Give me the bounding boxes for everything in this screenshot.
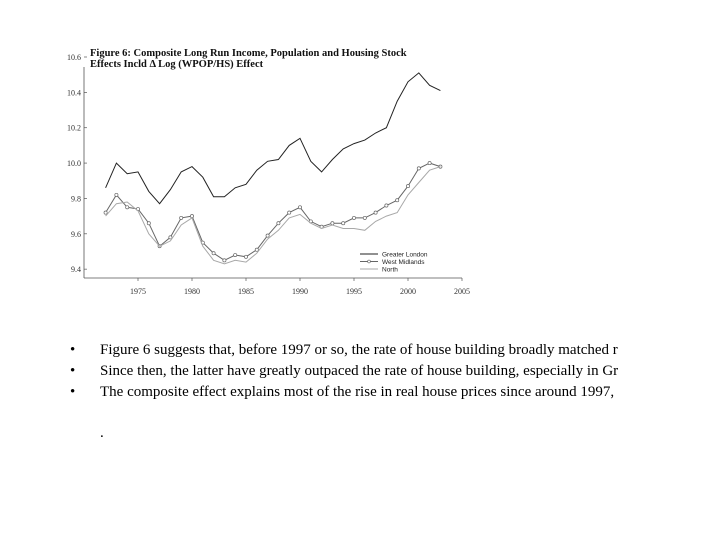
data-point: [331, 222, 334, 225]
series-line: [106, 73, 441, 204]
bullet-item: [70, 361, 720, 382]
data-point: [363, 216, 366, 219]
y-tick-label: 10.4: [67, 88, 81, 98]
x-tick-label: 1985: [238, 287, 254, 296]
series-line: [106, 167, 441, 264]
y-tick-label: 9.6: [71, 229, 81, 239]
data-point: [190, 215, 193, 218]
data-point: [147, 222, 150, 225]
figure-6-chart: [60, 40, 470, 305]
data-point: [223, 259, 226, 262]
data-point: [298, 206, 301, 209]
bullet-marker: •: [70, 342, 76, 358]
legend-label: Greater London: [382, 251, 428, 259]
bullet-list: [70, 340, 720, 403]
data-point: [417, 167, 420, 170]
data-point: [428, 161, 431, 164]
legend-label: West Midlands: [382, 258, 425, 266]
bullet-item: [70, 382, 720, 403]
x-tick-label: 1990: [292, 287, 308, 296]
data-point: [288, 211, 291, 214]
legend-marker: [368, 260, 371, 263]
data-point: [212, 252, 215, 255]
bullet-marker: •: [70, 384, 76, 400]
chart-title-line: Effects Incld Δ Log (WPOP/HS) Effect: [90, 59, 264, 70]
bullet-text: The composite effect explains most of the rise in real house prices since around 1997,: [100, 384, 615, 400]
data-point: [352, 216, 355, 219]
data-point: [277, 222, 280, 225]
x-tick-label: 2005: [454, 287, 470, 296]
series-line: [106, 163, 441, 260]
x-tick-label: 2000: [400, 287, 416, 296]
y-tick-label: 10.0: [67, 159, 81, 169]
x-tick-label: 1975: [130, 287, 146, 296]
bullet-item: [70, 340, 720, 361]
data-point: [374, 211, 377, 214]
y-tick-label: 9.8: [71, 194, 81, 204]
data-point: [104, 211, 107, 214]
data-point: [126, 206, 129, 209]
y-tick-label: 10.6: [67, 53, 81, 62]
chart-title-line: Figure 6: Composite Long Run Income, Population and Housing Stock: [90, 48, 407, 59]
legend-label: North: [382, 266, 398, 274]
x-tick-label: 1995: [346, 287, 362, 296]
data-point: [244, 255, 247, 258]
data-point: [266, 234, 269, 237]
data-point: [180, 216, 183, 219]
bullet-marker: •: [70, 363, 76, 379]
data-point: [406, 184, 409, 187]
x-tick-label: 1980: [184, 287, 200, 296]
trailing-text: .: [100, 425, 104, 441]
data-point: [385, 204, 388, 207]
data-point: [255, 248, 258, 251]
data-point: [115, 193, 118, 196]
y-tick-label: 10.2: [67, 123, 81, 133]
data-point: [342, 222, 345, 225]
chart-svg: [60, 40, 470, 305]
y-tick-label: 9.4: [71, 265, 81, 275]
bullet-text: Figure 6 suggests that, before 1997 or so, the rate of house building broadly matched r: [100, 342, 618, 358]
data-point: [234, 253, 237, 256]
bullet-text: Since then, the latter have greatly outpaced the rate of house building, especially in Gr: [100, 363, 619, 379]
data-point: [396, 199, 399, 202]
